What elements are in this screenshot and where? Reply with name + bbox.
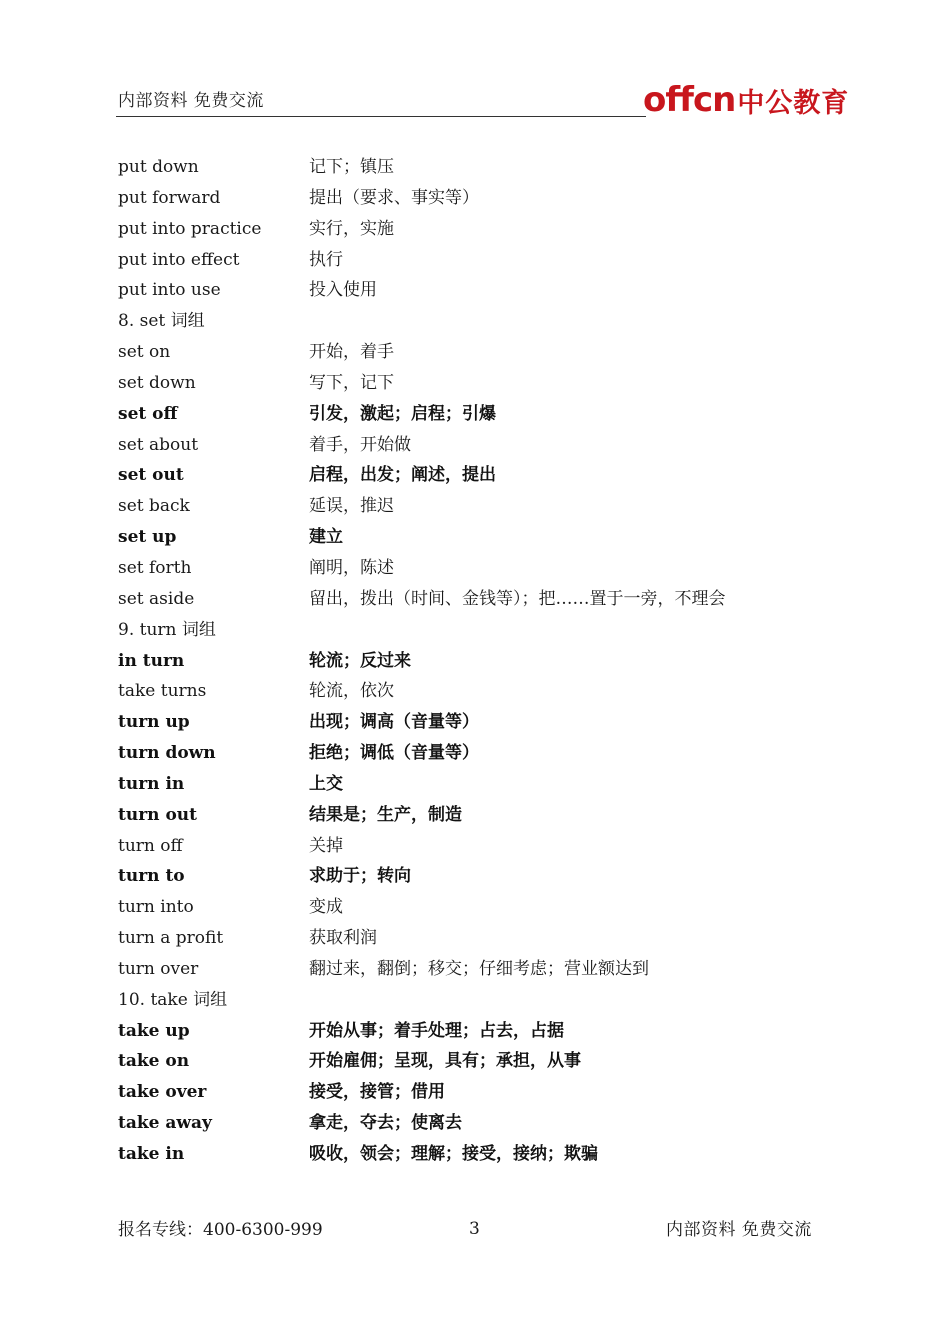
phrase-meaning: 轮流；反过来 [309, 650, 411, 671]
phrase-row [118, 337, 838, 368]
phrase-row [118, 430, 838, 461]
phrase-meaning: 吸收，领会；理解；接受，接纳；欺骗 [309, 1144, 598, 1164]
phrase-term: turn down [118, 743, 216, 764]
phrase-row [118, 275, 838, 306]
phrase-row [118, 861, 838, 892]
phrase-meaning: 关掉 [309, 835, 343, 856]
phrase-meaning: 启程，出发；阐述，提出 [309, 465, 496, 486]
hotline [118, 1215, 323, 1240]
phrase-term: put down [118, 157, 199, 177]
phrase-term: turn out [118, 804, 197, 825]
phrase-meaning: 建立 [309, 527, 343, 548]
phrase-term: turn over [118, 958, 199, 979]
phrase-row [118, 831, 838, 862]
phrase-term: set off [118, 403, 178, 424]
phrase-row [118, 245, 838, 276]
section-heading [118, 306, 838, 337]
phrase-meaning: 开始，着手 [309, 342, 394, 363]
phrase-meaning: 变成 [309, 897, 343, 918]
header-divider [116, 116, 646, 117]
phrase-term: turn to [118, 866, 185, 887]
phrase-row [118, 399, 838, 430]
phrase-term: set up [118, 527, 177, 548]
phrase-meaning: 开始雇佣；呈现，具有；承担，从事 [309, 1051, 581, 1072]
section-title: 8. set 词组 [118, 311, 205, 332]
phrase-meaning: 提出（要求、事实等） [309, 187, 479, 208]
phrase-meaning: 开始从事；着手处理；占去，占据 [309, 1020, 564, 1041]
phrase-meaning: 获取利润 [309, 928, 377, 949]
section-heading [118, 615, 838, 646]
phrase-meaning: 接受，接管；借用 [309, 1082, 445, 1103]
phrase-meaning: 翻过来，翻倒；移交；仔细考虑；营业额达到 [309, 958, 649, 979]
phrase-row [118, 152, 838, 183]
phrase-row [118, 584, 838, 615]
phrase-row [118, 923, 838, 954]
phrase-meaning: 实行，实施 [309, 218, 394, 239]
phrase-row [118, 183, 838, 214]
phrase-term: turn in [118, 773, 185, 794]
phrase-meaning: 求助于；转向 [309, 866, 411, 887]
phrase-meaning: 引发，激起；启程；引爆 [309, 403, 496, 424]
phrase-term: take in [118, 1144, 185, 1164]
phrase-term: take over [118, 1082, 207, 1103]
phrase-term: take on [118, 1051, 190, 1072]
section-heading [118, 985, 838, 1016]
phrase-term: take up [118, 1020, 190, 1041]
phrase-term: set down [118, 372, 196, 393]
phrase-meaning: 执行 [309, 249, 343, 270]
phrase-row [118, 646, 838, 677]
footer-label: 内部资料 免费交流 [666, 1220, 812, 1240]
phrase-term: turn into [118, 897, 194, 918]
phrase-meaning: 着手，开始做 [309, 434, 411, 455]
phrase-row [118, 214, 838, 245]
phrase-row [118, 522, 838, 553]
phrase-row [118, 368, 838, 399]
phrase-meaning: 拒绝；调低（音量等） [309, 743, 479, 764]
phrase-meaning: 写下，记下 [309, 372, 394, 393]
phrase-meaning: 留出，拨出（时间、金钱等）；把……置于一旁，不理会 [309, 588, 726, 609]
phrase-row [118, 954, 838, 985]
phrase-row [118, 460, 838, 491]
phrase-term: in turn [118, 650, 185, 671]
phrase-term: turn a profit [118, 928, 224, 949]
hotline-number: 400-6300-999 [203, 1220, 323, 1240]
phrase-term: set aside [118, 588, 195, 609]
phrase-row [118, 892, 838, 923]
phrase-meaning: 记下；镇压 [309, 157, 394, 177]
phrase-term: turn up [118, 712, 190, 733]
section-title: 9. turn 词组 [118, 619, 216, 640]
phrase-meaning: 延误，推迟 [309, 496, 394, 517]
phrase-term: put into effect [118, 249, 240, 270]
phrase-meaning: 阐明，陈述 [309, 557, 394, 578]
phrase-term: set back [118, 496, 190, 517]
phrase-meaning: 拿走，夺去；使离去 [309, 1113, 462, 1134]
phrase-row [118, 491, 838, 522]
page-number: 3 [469, 1219, 480, 1239]
phrase-term: put into use [118, 280, 221, 301]
phrase-term: put forward [118, 187, 221, 208]
phrase-row [118, 738, 838, 769]
phrase-row [118, 676, 838, 707]
header-label: 内部资料 免费交流 [118, 91, 264, 111]
phrase-row [118, 1016, 838, 1047]
phrase-term: turn off [118, 835, 183, 856]
phrase-row [118, 1046, 838, 1077]
phrase-term: set forth [118, 557, 192, 578]
offcn-logo [643, 80, 849, 120]
phrase-term: take away [118, 1113, 212, 1134]
phrase-meaning: 出现；调高（音量等） [309, 712, 479, 733]
phrase-meaning: 结果是；生产，制造 [309, 804, 462, 825]
phrase-term: take turns [118, 681, 207, 702]
section-title: 10. take 词组 [118, 989, 228, 1010]
phrase-row [118, 1077, 838, 1108]
logo-latin-text: offcn [643, 80, 736, 120]
hotline-label: 报名专线： [118, 1220, 203, 1240]
phrase-list [118, 152, 838, 1170]
phrase-row [118, 769, 838, 800]
phrase-row [118, 800, 838, 831]
phrase-term: set about [118, 434, 199, 455]
phrase-row [118, 553, 838, 584]
phrase-term: put into practice [118, 218, 262, 239]
phrase-row [118, 1108, 838, 1139]
phrase-row [118, 707, 838, 738]
phrase-row [118, 1139, 838, 1170]
phrase-meaning: 上交 [309, 773, 343, 794]
phrase-meaning: 投入使用 [309, 280, 377, 301]
phrase-term: set out [118, 465, 184, 486]
phrase-term: set on [118, 342, 171, 363]
phrase-meaning: 轮流，依次 [309, 681, 394, 702]
logo-chinese-text: 中公教育 [737, 87, 850, 119]
